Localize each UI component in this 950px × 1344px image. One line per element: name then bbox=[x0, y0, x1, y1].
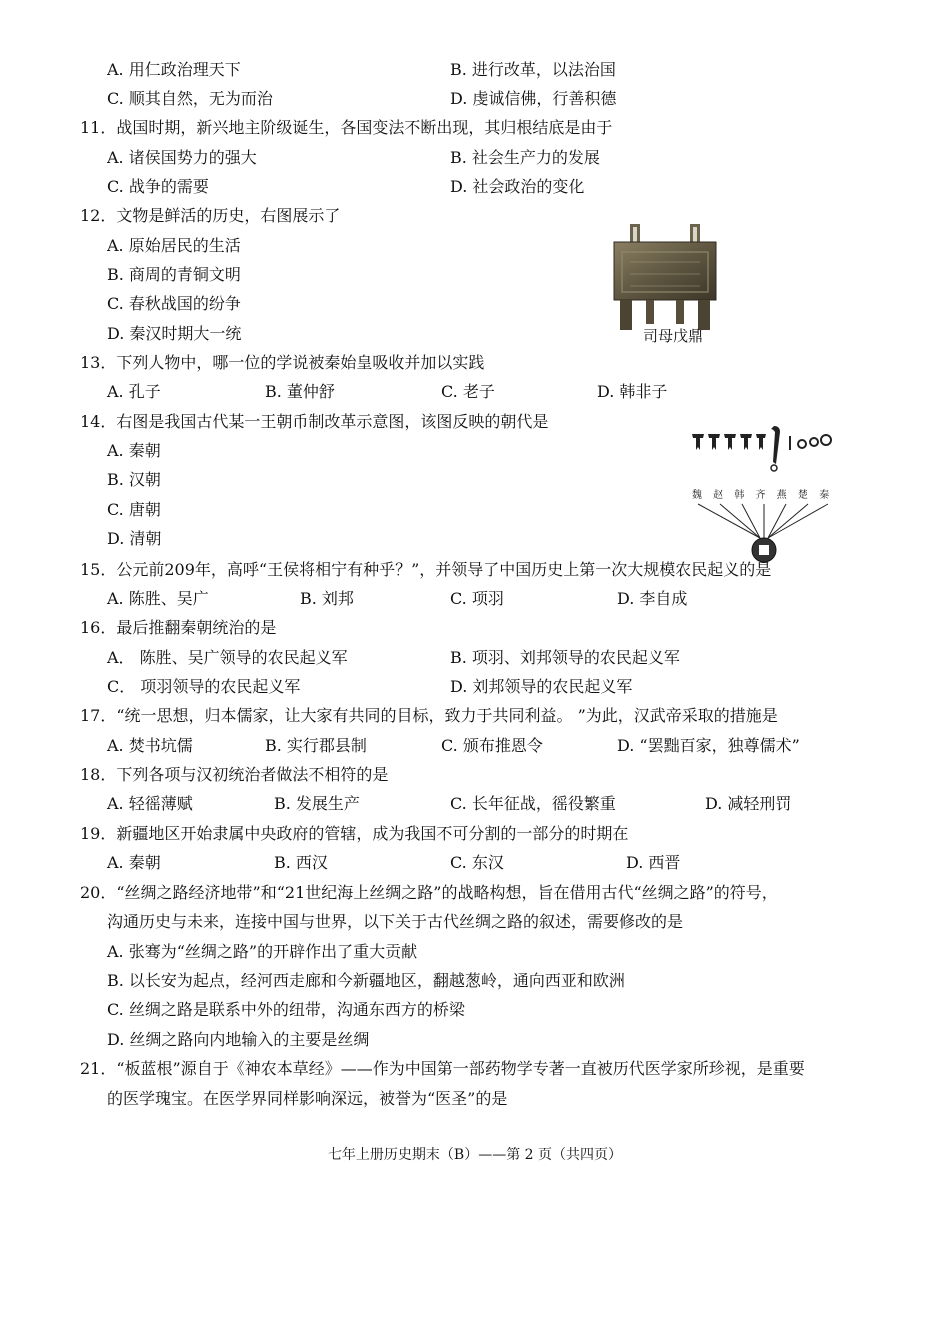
q20-option-a: A. 张骞为“丝绸之路”的开辟作出了重大贡献 bbox=[107, 942, 418, 961]
q16-option-d: D. 刘邦领导的农民起义军 bbox=[450, 677, 633, 696]
q21-stem-line-2: 的医学瑰宝。在医学界同样影响深远，被誉为“医圣”的是 bbox=[107, 1089, 508, 1108]
q18-stem: 18．下列各项与汉初统治者做法不相符的是 bbox=[80, 765, 389, 784]
q20-option-c: C. 丝绸之路是联系中外的纽带，沟通东西方的桥梁 bbox=[107, 1000, 465, 1019]
coin-state-labels: 魏 赵 韩 齐 燕 楚 秦 bbox=[692, 490, 834, 501]
q13-stem: 13．下列人物中，哪一位的学说被秦始皇吸收并加以实践 bbox=[80, 353, 485, 372]
q10-option-c: C. 顺其自然，无为而治 bbox=[107, 89, 273, 108]
q13-option-b: B. 董仲舒 bbox=[265, 382, 335, 401]
q17-option-c: C. 颁布推恩令 bbox=[441, 736, 543, 755]
q10-option-d: D. 虔诚信佛，行善积德 bbox=[450, 89, 617, 108]
q11-stem: 11．战国时期，新兴地主阶级诞生，各国变法不断出现，其归根结底是由于 bbox=[80, 118, 613, 137]
q15-option-a: A. 陈胜、吴广 bbox=[107, 589, 209, 608]
q11-option-c: C. 战争的需要 bbox=[107, 177, 209, 196]
q10-option-b: B. 进行改革，以法治国 bbox=[450, 60, 616, 79]
q13-option-d: D. 韩非子 bbox=[597, 382, 668, 401]
q14-stem: 14．右图是我国古代某一王朝币制改革示意图，该图反映的朝代是 bbox=[80, 412, 549, 431]
q19-stem: 19．新疆地区开始隶属中央政府的管辖，成为我国不可分割的一部分的时期在 bbox=[80, 824, 629, 843]
q18-option-a: A. 轻徭薄赋 bbox=[107, 794, 193, 813]
q16-option-a: A． 陈胜、吴广领导的农民起义军 bbox=[107, 648, 348, 667]
q20-option-d: D. 丝绸之路向内地输入的主要是丝绸 bbox=[107, 1030, 370, 1049]
bronze-ding-image bbox=[610, 222, 720, 332]
q19-option-c: C. 东汉 bbox=[450, 853, 504, 872]
q15-option-b: B. 刘邦 bbox=[300, 589, 354, 608]
q13-option-c: C. 老子 bbox=[441, 382, 495, 401]
ding-caption: 司母戊鼎 bbox=[643, 327, 704, 345]
q15-option-c: C. 项羽 bbox=[450, 589, 504, 608]
q12-stem: 12．文物是鲜活的历史，右图展示了 bbox=[80, 206, 341, 225]
q11-option-a: A. 诸侯国势力的强大 bbox=[107, 148, 257, 167]
q12-option-a: A. 原始居民的生活 bbox=[107, 236, 241, 255]
q14-option-c: C. 唐朝 bbox=[107, 500, 161, 519]
q12-option-d: D. 秦汉时期大一统 bbox=[107, 324, 242, 343]
q19-option-a: A. 秦朝 bbox=[107, 853, 161, 872]
q17-option-d: D. “罢黜百家，独尊儒术” bbox=[617, 736, 800, 755]
q15-option-d: D. 李自成 bbox=[617, 589, 688, 608]
q20-option-b: B. 以长安为起点，经河西走廊和今新疆地区，翻越葱岭，通向西亚和欧洲 bbox=[107, 971, 625, 990]
q13-option-a: A. 孔子 bbox=[107, 382, 161, 401]
q19-option-d: D. 西晋 bbox=[626, 853, 681, 872]
q10-option-a: A. 用仁政治理天下 bbox=[107, 60, 241, 79]
q11-option-b: B. 社会生产力的发展 bbox=[450, 148, 600, 167]
q11-option-d: D. 社会政治的变化 bbox=[450, 177, 585, 196]
q18-option-b: B. 发展生产 bbox=[274, 794, 360, 813]
q16-option-c: C． 项羽领导的农民起义军 bbox=[107, 677, 301, 696]
q15-stem: 15．公元前209年，高呼“王侯将相宁有种乎？”，并领导了中国历史上第一次大规模农民起义的是 bbox=[80, 560, 772, 579]
q20-stem-line-2: 沟通历史与未来，连接中国与世界，以下关于古代丝绸之路的叙述，需要修改的是 bbox=[107, 912, 684, 931]
q17-option-b: B. 实行郡县制 bbox=[265, 736, 367, 755]
q21-stem-line-1: 21．“板蓝根”源自于《神农本草经》——作为中国第一部药物学专著一直被历代医学家所珍视，是重要 bbox=[80, 1059, 805, 1078]
coin-reform-diagram bbox=[688, 420, 838, 570]
q16-stem: 16．最后推翻秦朝统治的是 bbox=[80, 618, 277, 637]
q14-option-d: D. 清朝 bbox=[107, 529, 162, 548]
q17-stem: 17．“统一思想，归本儒家，让大家有共同的目标，致力于共同利益。 ”为此，汉武帝采取的措施是 bbox=[80, 706, 778, 725]
q20-stem-line-1: 20．“丝绸之路经济地带”和“21世纪海上丝绸之路”的战略构想，旨在借用古代“丝绸之路”的符号， bbox=[80, 883, 778, 902]
q12-option-b: B. 商周的青铜文明 bbox=[107, 265, 241, 284]
q17-option-a: A. 焚书坑儒 bbox=[107, 736, 193, 755]
q14-option-b: B. 汉朝 bbox=[107, 470, 161, 489]
q12-option-c: C. 春秋战国的纷争 bbox=[107, 294, 241, 313]
q18-option-c: C. 长年征战，徭役繁重 bbox=[450, 794, 616, 813]
q14-option-a: A. 秦朝 bbox=[107, 441, 161, 460]
q18-option-d: D. 减轻刑罚 bbox=[705, 794, 792, 813]
q19-option-b: B. 西汉 bbox=[274, 853, 328, 872]
page-footer: 七年上册历史期末（B）——第 2 页（共四页） bbox=[327, 1147, 623, 1163]
q16-option-b: B. 项羽、刘邦领导的农民起义军 bbox=[450, 648, 680, 667]
